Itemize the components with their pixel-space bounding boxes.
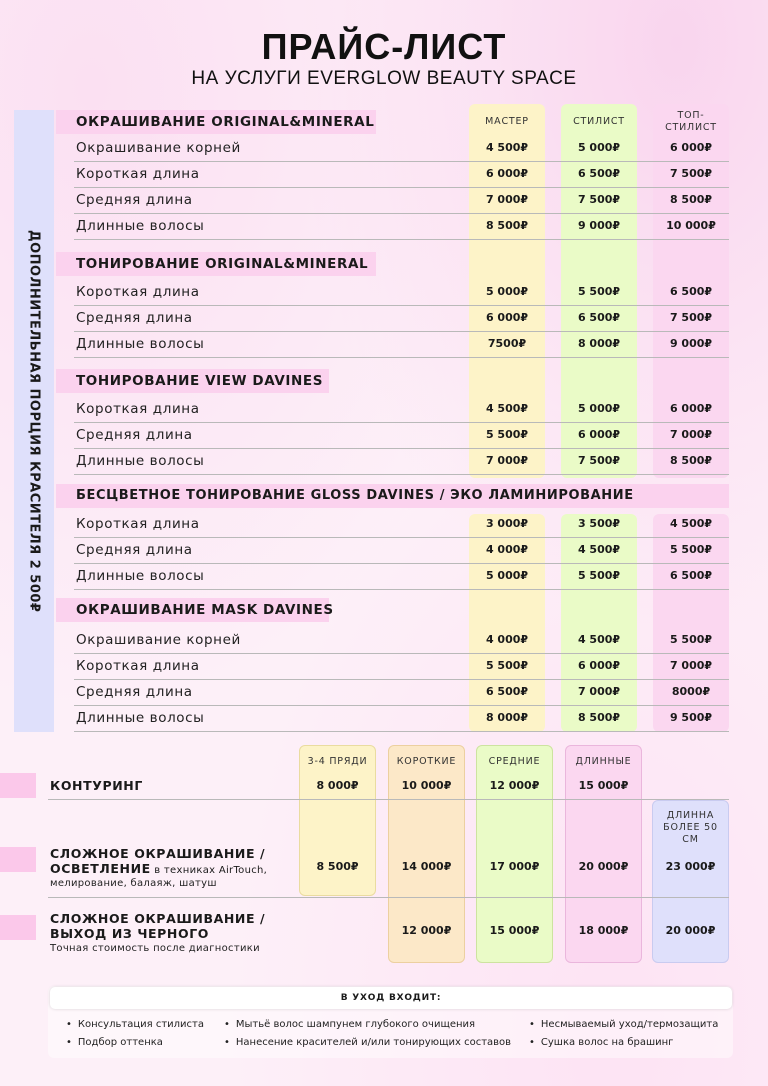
price-master: 7500₽ (487, 337, 527, 350)
price-master: 5 000₽ (485, 285, 529, 298)
row-marker (0, 773, 36, 798)
price-top-stylist: 7 500₽ (669, 311, 713, 324)
price-top-stylist: 5 500₽ (669, 633, 713, 646)
row-divider (74, 731, 729, 732)
section-title-mask-davines: ОКРАШИВАНИЕ MASK DAVINES (56, 598, 329, 622)
price-stylist: 7 500₽ (577, 193, 621, 206)
price-stylist: 4 500₽ (577, 633, 621, 646)
row-name-out-of-black (50, 911, 265, 941)
price-short: 10 000₽ (401, 779, 452, 792)
price-top-stylist: 8 500₽ (669, 193, 713, 206)
price-long: 15 000₽ (578, 779, 629, 792)
price-stylist: 5 500₽ (577, 285, 621, 298)
price-top-stylist: 7 000₽ (669, 428, 713, 441)
price-top-stylist: 6 500₽ (669, 285, 713, 298)
row-divider (74, 448, 729, 449)
row-name: Длинные волосы (76, 336, 205, 352)
section-title-original-mineral: ОКРАШИВАНИЕ ORIGINAL&MINERAL (56, 110, 376, 134)
row-name: Средняя длина (76, 542, 193, 558)
price-stylist: 7 500₽ (577, 454, 621, 467)
column-header-master: МАСТЕР (485, 116, 529, 127)
price-master: 8 500₽ (485, 219, 529, 232)
price-master: 6 000₽ (485, 167, 529, 180)
row-name: Длинные волосы (76, 453, 205, 469)
row-divider (74, 187, 729, 188)
row-divider (74, 213, 729, 214)
row-name: Средняя длина (76, 427, 193, 443)
price-stylist: 6 500₽ (577, 167, 621, 180)
page-subtitle: НА УСЛУГИ EVERGLOW BEAUTY SPACE (191, 68, 577, 89)
care-item: • Нанесение красителей и/или тонирующих составов (224, 1037, 511, 1048)
price-master: 5 500₽ (485, 428, 529, 441)
price-top-stylist: 10 000₽ (666, 219, 716, 232)
row-sub-inline: в техниках AirTouch, (150, 865, 268, 876)
price-stylist: 6 000₽ (577, 428, 621, 441)
price-stylist: 5 000₽ (577, 402, 621, 415)
price-master: 6 000₽ (485, 311, 529, 324)
care-item: • Подбор оттенка (66, 1037, 163, 1048)
row-name-line1: СЛОЖНОЕ ОКРАШИВАНИЕ / (50, 846, 266, 861)
row-divider (74, 239, 729, 240)
price-master: 4 000₽ (485, 543, 529, 556)
price-master: 7 000₽ (485, 454, 529, 467)
row-sub: Точная стоимость после диагностики (50, 943, 260, 954)
row-name: Средняя длина (76, 684, 193, 700)
price-master: 8 000₽ (485, 711, 529, 724)
row-name: Длинные волосы (76, 710, 205, 726)
row-name-complex-lightening (50, 846, 267, 878)
price-stylist: 7 000₽ (577, 685, 621, 698)
price-short: 14 000₽ (401, 860, 452, 873)
care-item: • Мытьё волос шампунем глубокого очищения (224, 1019, 475, 1030)
price-top-stylist: 8 500₽ (669, 454, 713, 467)
price-long: 20 000₽ (578, 860, 629, 873)
price-top-stylist: 9 500₽ (669, 711, 713, 724)
row-divider (48, 897, 729, 898)
section-title-toning-original-mineral: ТОНИРОВАНИЕ ORIGINAL&MINERAL (56, 252, 376, 276)
care-item: • Сушка волос на брашинг (529, 1037, 673, 1048)
row-name-line1: СЛОЖНОЕ ОКРАШИВАНИЕ / (50, 911, 266, 926)
row-divider (74, 537, 729, 538)
price-stylist: 5 500₽ (577, 569, 621, 582)
price-stylist: 5 000₽ (577, 141, 621, 154)
row-divider (74, 563, 729, 564)
row-divider (74, 705, 729, 706)
row-divider (74, 589, 729, 590)
price-strands: 8 500₽ (316, 860, 359, 873)
price-master: 7 000₽ (485, 193, 529, 206)
row-name: Короткая длина (76, 516, 200, 532)
price-stylist: 3 500₽ (577, 517, 621, 530)
price-top-stylist: 6 000₽ (669, 402, 713, 415)
price-strands: 8 000₽ (316, 779, 359, 792)
price-medium: 15 000₽ (489, 924, 540, 937)
row-divider (74, 422, 729, 423)
row-name: Длинные волосы (76, 568, 205, 584)
column-header-long: ДЛИННЫЕ (575, 756, 632, 767)
price-master: 4 500₽ (485, 402, 529, 415)
row-sub: мелирование, балаяж, шатуш (50, 878, 217, 889)
price-stylist: 6 000₽ (577, 659, 621, 672)
price-top-stylist: 5 500₽ (669, 543, 713, 556)
row-divider (74, 161, 729, 162)
section-title-view-davines: ТОНИРОВАНИЕ VIEW DAVINES (56, 369, 329, 393)
row-divider (74, 653, 729, 654)
price-master: 4 000₽ (485, 633, 529, 646)
column-header-medium: СРЕДНИЕ (488, 756, 541, 767)
price-medium: 12 000₽ (489, 779, 540, 792)
column-header-top-stylist: ТОП-СТИЛИСТ (665, 110, 717, 133)
column-header-extra-long: ДЛИННА БОЛЕЕ 50 СМ (663, 810, 718, 845)
page-title: ПРАЙС-ЛИСТ (261, 26, 507, 67)
care-item: • Консультация стилиста (66, 1019, 204, 1030)
price-extra-long: 23 000₽ (665, 860, 716, 873)
price-master: 6 500₽ (485, 685, 529, 698)
price-top-stylist: 4 500₽ (669, 517, 713, 530)
price-master: 5 500₽ (485, 659, 529, 672)
row-divider (74, 357, 729, 358)
price-short: 12 000₽ (401, 924, 452, 937)
price-top-stylist: 8000₽ (671, 685, 711, 698)
row-divider (48, 799, 729, 800)
row-name: Короткая длина (76, 284, 200, 300)
row-name: Короткая длина (76, 401, 200, 417)
row-name: Средняя длина (76, 310, 193, 326)
price-stylist: 6 500₽ (577, 311, 621, 324)
price-top-stylist: 6 000₽ (669, 141, 713, 154)
row-divider (74, 331, 729, 332)
row-name: Короткая длина (76, 166, 200, 182)
price-stylist: 8 000₽ (577, 337, 621, 350)
price-long: 18 000₽ (578, 924, 629, 937)
row-marker (0, 847, 36, 872)
price-top-stylist: 7 500₽ (669, 167, 713, 180)
row-marker (0, 915, 36, 940)
column-header-short: КОРОТКИЕ (396, 756, 457, 767)
price-master: 5 000₽ (485, 569, 529, 582)
row-name-contouring: КОНТУРИНГ (50, 778, 143, 793)
row-divider (74, 305, 729, 306)
row-name-line2: ОСВЕТЛЕНИЕ в техниках AirTouch, (50, 861, 268, 876)
column-header-strands: 3-4 ПРЯДИ (307, 756, 368, 767)
price-master: 3 000₽ (485, 517, 529, 530)
row-name: Длинные волосы (76, 218, 205, 234)
column-header-stylist: СТИЛИСТ (573, 116, 625, 127)
price-extra-long: 20 000₽ (665, 924, 716, 937)
row-name: Окрашивание корней (76, 632, 241, 648)
row-divider (74, 474, 729, 475)
price-medium: 17 000₽ (489, 860, 540, 873)
price-top-stylist: 7 000₽ (669, 659, 713, 672)
care-item: • Несмываемый уход/термозащита (529, 1019, 718, 1030)
price-stylist: 4 500₽ (577, 543, 621, 556)
row-name: Средняя длина (76, 192, 193, 208)
extra-dye-label: ДОПОЛНИТЕЛЬНАЯ ПОРЦИЯ КРАСИТЕЛЯ 2 500₽ (26, 229, 42, 613)
row-name-line2: ВЫХОД ИЗ ЧЕРНОГО (50, 926, 210, 941)
section-title-gloss-davines: БЕСЦВЕТНОЕ ТОНИРОВАНИЕ GLOSS DAVINES / ЭКО ЛАМИНИРОВАНИЕ (56, 484, 729, 508)
row-divider (74, 679, 729, 680)
price-stylist: 8 500₽ (577, 711, 621, 724)
price-top-stylist: 9 000₽ (669, 337, 713, 350)
price-master: 4 500₽ (485, 141, 529, 154)
price-stylist: 9 000₽ (577, 219, 621, 232)
care-title: В УХОД ВХОДИТ: (50, 987, 732, 1009)
row-name: Короткая длина (76, 658, 200, 674)
row-name: Окрашивание корней (76, 140, 241, 156)
price-top-stylist: 6 500₽ (669, 569, 713, 582)
